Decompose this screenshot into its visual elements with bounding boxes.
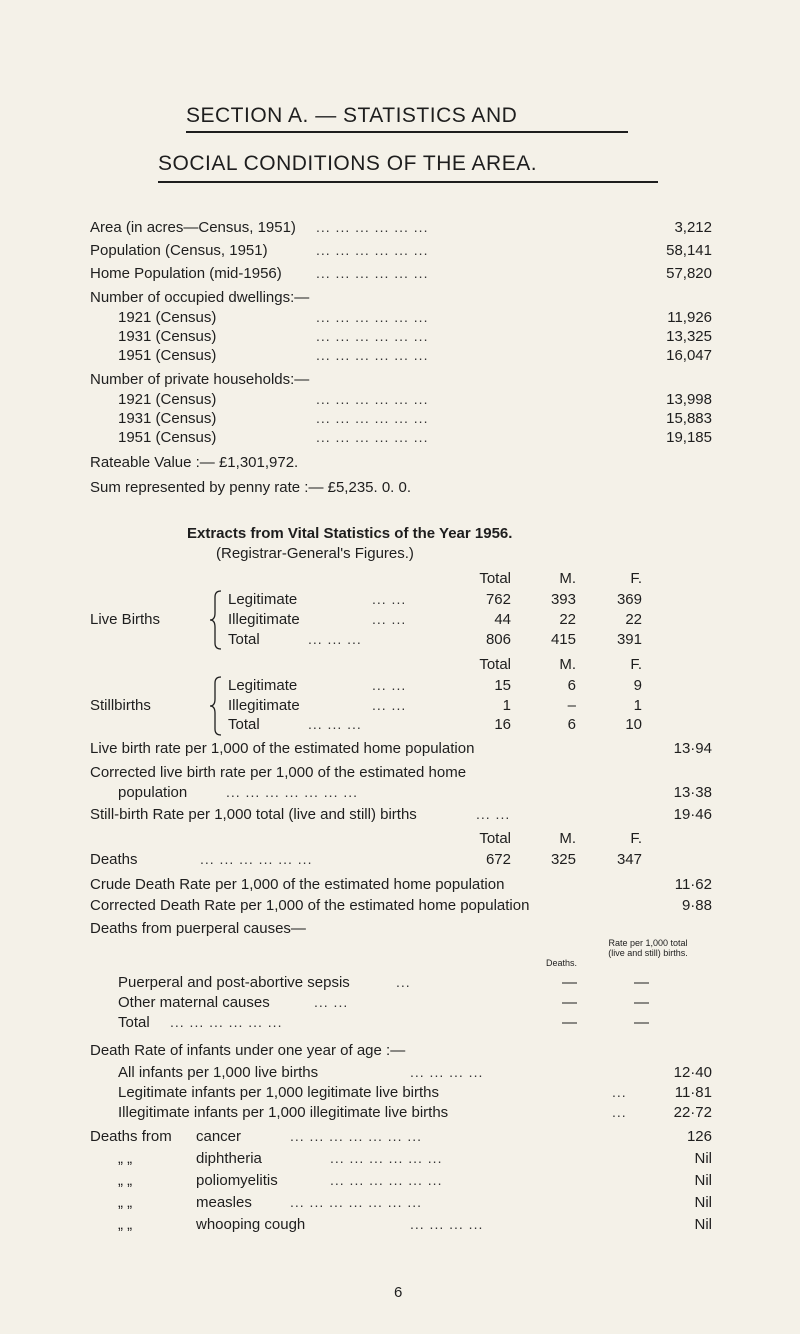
leader-dots: ... ... ... ... ... ... (316, 347, 429, 363)
area-label: Area (in acres—Census, 1951) (90, 219, 296, 236)
corrected-death-rate-label: Corrected Death Rate per 1,000 of the estimated home population (90, 897, 530, 914)
households-heading: Number of private households:— (90, 371, 310, 388)
cause-value: Nil (694, 1216, 712, 1233)
dwellings-row-label: 1931 (Census) (118, 328, 217, 345)
population-value: 58,141 (666, 242, 712, 259)
households-row-value: 13,998 (666, 391, 712, 408)
crude-death-rate-value: 11·62 (674, 876, 712, 893)
col-f: F. (630, 570, 642, 587)
puerperal-deaths: — (562, 994, 577, 1011)
population-label: Population (Census, 1951) (90, 242, 268, 259)
live-births-f: 391 (616, 631, 642, 648)
live-birth-rate-value: 13·94 (673, 740, 712, 757)
crude-death-rate-label: Crude Death Rate per 1,000 of the estimated home population (90, 876, 505, 893)
cause-label: measles (196, 1194, 252, 1211)
leader-dots: ... ... ... ... ... ... (316, 242, 429, 258)
stillbirths-m: – (567, 697, 576, 714)
col-deaths: Deaths. (546, 958, 578, 968)
col-m: M. (559, 570, 576, 587)
ditto-marks: „ „ (118, 1194, 133, 1211)
leader-dots: ... (612, 1084, 627, 1100)
live-births-m: 393 (550, 591, 576, 608)
dwellings-row-value: 13,325 (666, 328, 712, 345)
live-births-row-label: Illegitimate (228, 611, 300, 628)
live-births-m: 415 (550, 631, 576, 648)
stillbirths-total: 1 (502, 697, 511, 714)
leader-dots: ... ... (314, 994, 349, 1010)
leader-dots: ... ... (476, 806, 511, 822)
subtitle-underline (158, 181, 658, 183)
brace-icon (209, 589, 223, 651)
home-population-value: 57,820 (666, 265, 712, 282)
deaths-m: 325 (550, 851, 576, 868)
leader-dots: ... ... ... ... (410, 1216, 484, 1232)
puerperal-deaths: — (562, 1014, 577, 1031)
leader-dots: ... ... ... ... ... ... ... (290, 1128, 423, 1144)
households-row-label: 1931 (Census) (118, 410, 217, 427)
leader-dots: ... ... (372, 591, 407, 607)
stillbirths-row-label: Total (228, 716, 260, 733)
live-births-total: 44 (494, 611, 511, 628)
stillbirths-row-label: Illegitimate (228, 697, 300, 714)
live-births-row-label: Total (228, 631, 260, 648)
vital-title: Extracts from Vital Statistics of the Year 1956. (187, 525, 513, 542)
leader-dots: ... ... ... ... ... ... (330, 1172, 443, 1188)
households-row-value: 19,185 (666, 429, 712, 446)
ditto-marks: „ „ (118, 1150, 133, 1167)
puerperal-row-label: Total (118, 1014, 150, 1031)
cause-label: whooping cough (196, 1216, 306, 1233)
leader-dots: ... ... ... ... ... ... (316, 219, 429, 235)
puerperal-rate: — (634, 994, 649, 1011)
corrected-rate-label-cont: population (118, 784, 188, 801)
stillbirths-row-label: Legitimate (228, 677, 298, 694)
households-row-label: 1951 (Census) (118, 429, 217, 446)
leader-dots: ... ... ... (308, 631, 362, 647)
dwellings-row-value: 11,926 (667, 309, 712, 326)
col-f: F. (630, 830, 642, 847)
rateable-value: Rateable Value :— £1,301,972. (90, 454, 299, 471)
deaths-f: 347 (616, 851, 642, 868)
infant-row-value: 12·40 (673, 1064, 712, 1081)
dwellings-heading: Number of occupied dwellings:— (90, 289, 310, 306)
live-births-row-label: Legitimate (228, 591, 298, 608)
title-underline (186, 131, 628, 133)
live-birth-rate-label: Live birth rate per 1,000 of the estimated home population (90, 740, 475, 757)
col-m: M. (559, 830, 576, 847)
infant-row-value: 11·81 (674, 1084, 712, 1101)
col-total: Total (479, 830, 511, 847)
infant-row-value: 22·72 (673, 1104, 712, 1121)
area-value: 3,212 (674, 219, 712, 236)
households-row-label: 1921 (Census) (118, 391, 217, 408)
stillbirths-f: 10 (625, 716, 642, 733)
col-m: M. (559, 656, 576, 673)
cause-value: Nil (694, 1194, 712, 1211)
col-rate: Rate per 1,000 total (live and still) births. (608, 938, 688, 958)
puerperal-heading: Deaths from puerperal causes— (90, 920, 306, 937)
leader-dots: ... ... ... ... ... ... (330, 1150, 443, 1166)
live-births-total: 806 (485, 631, 511, 648)
puerperal-rate: — (634, 974, 649, 991)
brace-icon (209, 675, 223, 737)
stillbirths-f: 1 (633, 697, 642, 714)
stillbirths-total: 16 (494, 716, 511, 733)
infant-row-label: Legitimate infants per 1,000 legitimate live births (118, 1084, 440, 1101)
stillbirth-rate-value: 19·46 (673, 806, 712, 823)
stillbirths-m: 6 (567, 677, 576, 694)
cause-value: Nil (694, 1172, 712, 1189)
live-births-total: 762 (485, 591, 511, 608)
section-title: SECTION A. — STATISTICS AND (186, 104, 518, 127)
leader-dots: ... ... ... ... ... ... (200, 851, 313, 867)
infant-row-label: Illegitimate infants per 1,000 illegitimate live births (118, 1104, 449, 1121)
puerperal-row-label: Puerperal and post-abortive sepsis (118, 974, 350, 991)
puerperal-deaths: — (562, 974, 577, 991)
col-total: Total (479, 656, 511, 673)
leader-dots: ... ... ... ... ... ... (316, 429, 429, 445)
deaths-total: 672 (485, 851, 511, 868)
stillbirth-rate-label: Still-birth Rate per 1,000 total (live and still) births (90, 806, 417, 823)
dwellings-row-label: 1951 (Census) (118, 347, 217, 364)
cause-label: cancer (196, 1128, 242, 1145)
leader-dots: ... ... ... ... ... ... (170, 1014, 283, 1030)
corrected-rate-value: 13·38 (673, 784, 712, 801)
causes-prefix: Deaths from (90, 1128, 172, 1145)
cause-value: 126 (686, 1128, 712, 1145)
stillbirths-label: Stillbirths (90, 697, 151, 714)
leader-dots: ... ... ... ... ... ... (316, 391, 429, 407)
ditto-marks: „ „ (118, 1216, 133, 1233)
stillbirths-total: 15 (494, 677, 511, 694)
col-f: F. (630, 656, 642, 673)
cause-label: diphtheria (196, 1150, 262, 1167)
cause-label: poliomyelitis (196, 1172, 278, 1189)
leader-dots: ... (612, 1104, 627, 1120)
live-births-f: 369 (616, 591, 642, 608)
leader-dots: ... ... (372, 677, 407, 693)
leader-dots: ... ... ... ... ... ... (316, 328, 429, 344)
corrected-death-rate-value: 9·88 (681, 897, 712, 914)
leader-dots: ... ... ... ... ... ... (316, 309, 429, 325)
leader-dots: ... ... ... ... ... ... ... (226, 784, 359, 800)
infant-row-label: All infants per 1,000 live births (118, 1064, 319, 1081)
leader-dots: ... ... ... ... (410, 1064, 484, 1080)
section-subtitle: SOCIAL CONDITIONS OF THE AREA. (158, 152, 538, 175)
leader-dots: ... ... ... ... ... ... (316, 410, 429, 426)
live-births-label: Live Births (90, 611, 161, 628)
col-total: Total (479, 570, 511, 587)
live-births-m: 22 (559, 611, 576, 628)
puerperal-rate: — (634, 1014, 649, 1031)
stillbirths-f: 9 (633, 677, 642, 694)
leader-dots: ... ... ... (308, 716, 362, 732)
page-number: 6 (394, 1284, 403, 1301)
vital-subtitle: (Registrar-General's Figures.) (216, 545, 414, 562)
ditto-marks: „ „ (118, 1172, 133, 1189)
leader-dots: ... ... (372, 611, 407, 627)
live-births-f: 22 (625, 611, 642, 628)
corrected-rate-label: Corrected live birth rate per 1,000 of the estimated home (90, 764, 467, 781)
puerperal-row-label: Other maternal causes (118, 994, 270, 1011)
infant-heading: Death Rate of infants under one year of age :— (90, 1042, 406, 1059)
cause-value: Nil (694, 1150, 712, 1167)
leader-dots: ... ... ... ... ... ... (316, 265, 429, 281)
leader-dots: ... ... (372, 697, 407, 713)
dwellings-row-value: 16,047 (666, 347, 712, 364)
deaths-label: Deaths (90, 851, 138, 868)
households-row-value: 15,883 (666, 410, 712, 427)
dwellings-row-label: 1921 (Census) (118, 309, 217, 326)
home-population-label: Home Population (mid-1956) (90, 265, 282, 282)
leader-dots: ... (396, 974, 411, 990)
leader-dots: ... ... ... ... ... ... ... (290, 1194, 423, 1210)
penny-rate: Sum represented by penny rate :— £5,235. 0. 0. (90, 479, 412, 496)
stillbirths-m: 6 (567, 716, 576, 733)
